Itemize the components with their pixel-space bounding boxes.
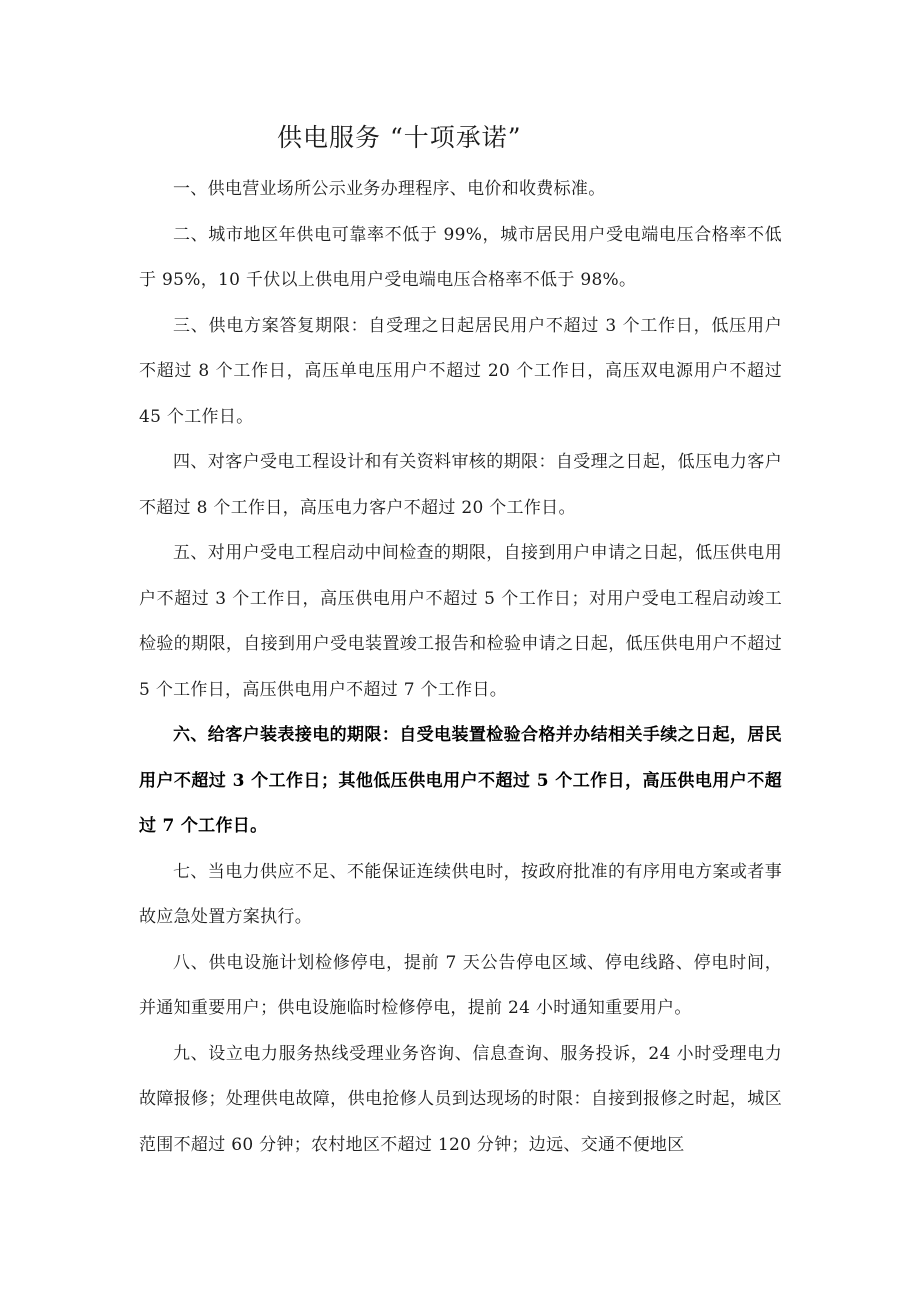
commitment-1: 一、供电营业场所公示业务办理程序、电价和收费标准。 [173, 179, 606, 199]
commitment-2: 二、城市地区年供电可靠率不低于 99%，城市居民用户受电端电压合格率不低于 95%，10 千伏以上供电用户受电端电压合格率不低于 98%。 [139, 224, 782, 290]
commitment-8: 八、供电设施计划检修停电，提前 7 天公告停电区域、停电线路、停电时间，并通知重要用户；供电设施临时检修停电，提前 24 小时通知重要用户。 [139, 952, 782, 1018]
commitment-4: 四、对客户受电工程设计和有关资料审核的期限：自受理之日起，低压电力客户不超过 8 个工作日，高压电力客户不超过 20 个工作日。 [139, 452, 782, 518]
commitment-7: 七、当电力供应不足、不能保证连续供电时，按政府批准的有序用电方案或者事故应急处置方案执行。 [139, 861, 782, 927]
page-title: 供电服务 “十项承诺” [277, 123, 522, 152]
commitment-9: 九、设立电力服务热线受理业务咨询、信息查询、服务投诉，24 小时受理电力故障报修；处理供电故障，供电抢修人员到达现场的时限：自接到报修之时起，城区范围不超过 60 分钟；农村地区不超过 120 分钟；边远、交通不便地区 [139, 1043, 782, 1155]
commitment-6: 六、给客户装表接电的期限：自受电装置检验合格并办结相关手续之日起，居民用户不超过 3 个工作日；其他低压供电用户不超过 5 个工作日，高压供电用户不超过 7 个工作日。 [139, 725, 782, 836]
document-body [139, 167, 782, 1168]
commitment-5: 五、对用户受电工程启动中间检查的期限，自接到用户申请之日起，低压供电用户不超过 3 个工作日，高压供电用户不超过 5 个工作日；对用户受电工程启动竣工检验的期限，自接到用户受电装置竣工报告和检验申请之日起，低压供电用户不超过 5 个工作日，高压供电用户不超过 7 个工作日。 [139, 543, 782, 700]
commitment-3: 三、供电方案答复期限：自受理之日起居民用户不超过 3 个工作日，低压用户不超过 8 个工作日，高压单电压用户不超过 20 个工作日，高压双电源用户不超过 45 个工作日。 [139, 315, 782, 427]
